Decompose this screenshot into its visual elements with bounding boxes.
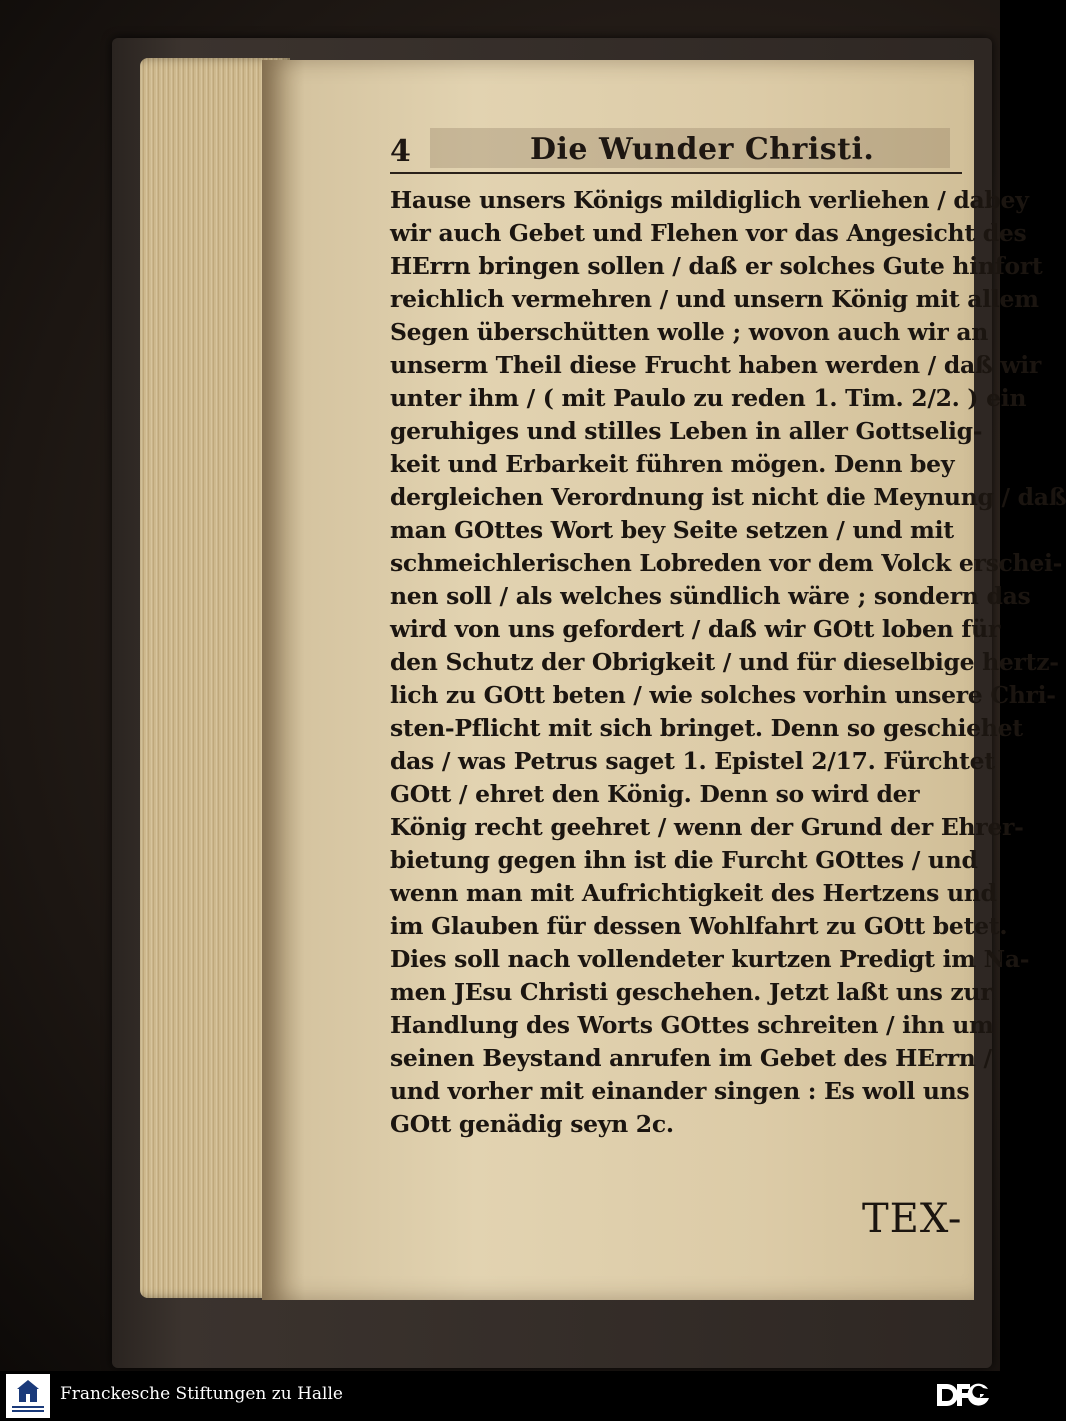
institution-name[interactable]: Franckesche Stiftungen zu Halle (60, 1384, 343, 1404)
text-line: wird von uns gefordert / daß wir GOtt loben für (390, 615, 1001, 643)
viewer-footer (0, 1371, 1000, 1421)
text-line: lich zu GOtt beten / wie solches vorhin unsere Chri- (390, 681, 1056, 709)
catchword: TEX- (862, 1196, 963, 1242)
text-line: reichlich vermehren / und unsern König mit allem (390, 285, 1039, 313)
header-rule (390, 172, 962, 174)
text-line: GOtt genädig seyn 2c. (390, 1110, 674, 1138)
text-line: men JEsu Christi geschehen. Jetzt laßt uns zur (390, 978, 993, 1006)
text-line: keit und Erbarkeit führen mögen. Denn bey (390, 450, 955, 478)
text-line: Dies soll nach vollendeter kurtzen Predigt im Na- (390, 945, 1030, 973)
page-number: 4 (390, 134, 411, 169)
text-line: schmeichlerischen Lobreden vor dem Volck erschei- (390, 549, 1063, 577)
running-head: Die Wunder Christi. (530, 132, 875, 167)
text-line: nen soll / als welches sündlich wäre ; sondern das (390, 582, 1031, 610)
body-text (390, 184, 1066, 1141)
text-line: man GOttes Wort bey Seite setzen / und mit (390, 516, 954, 544)
text-line: Handlung des Worts GOttes schreiten / ihn um (390, 1011, 994, 1039)
text-line: dergleichen Verordnung ist nicht die Meynung / daß (390, 483, 1066, 511)
text-line: geruhiges und stilles Leben in aller Gottselig- (390, 417, 983, 445)
text-line: seinen Beystand anrufen im Gebet des HErrn / (390, 1044, 992, 1072)
text-line: bietung gegen ihn ist die Furcht GOttes / und (390, 846, 978, 874)
text-line: sten-Pflicht mit sich bringet. Denn so geschiehet (390, 714, 1023, 742)
text-line: wenn man mit Aufrichtigkeit des Hertzens und (390, 879, 997, 907)
text-line: Hause unsers Königs mildiglich verliehen / dabey (390, 186, 1029, 214)
text-line: GOtt / ehret den König. Denn so wird der (390, 780, 920, 808)
text-line: König recht geehret / wenn der Grund der Ehrer- (390, 813, 1024, 841)
dfg-logo[interactable] (935, 1380, 991, 1410)
page-header (390, 128, 962, 170)
text-line: und vorher mit einander singen : Es woll uns (390, 1077, 970, 1105)
text-line: unserm Theil diese Frucht haben werden / daß wir (390, 351, 1041, 379)
text-line: den Schutz der Obrigkeit / und für dieselbige hertz- (390, 648, 1059, 676)
text-line: unter ihm / ( mit Paulo zu reden 1. Tim. 2/2. ) ein (390, 384, 1027, 412)
text-line: Segen überschütten wolle ; wovon auch wir an (390, 318, 989, 346)
text-line: das / was Petrus saget 1. Epistel 2/17. Fürchtet (390, 747, 995, 775)
text-line: HErrn bringen sollen / daß er solches Gute hinfort (390, 252, 1043, 280)
text-line: wir auch Gebet und Flehen vor das Angesicht des (390, 219, 1027, 247)
franckesche-stiftungen-logo[interactable] (6, 1374, 50, 1418)
text-line: im Glauben für dessen Wohlfahrt zu GOtt betet. (390, 912, 1008, 940)
